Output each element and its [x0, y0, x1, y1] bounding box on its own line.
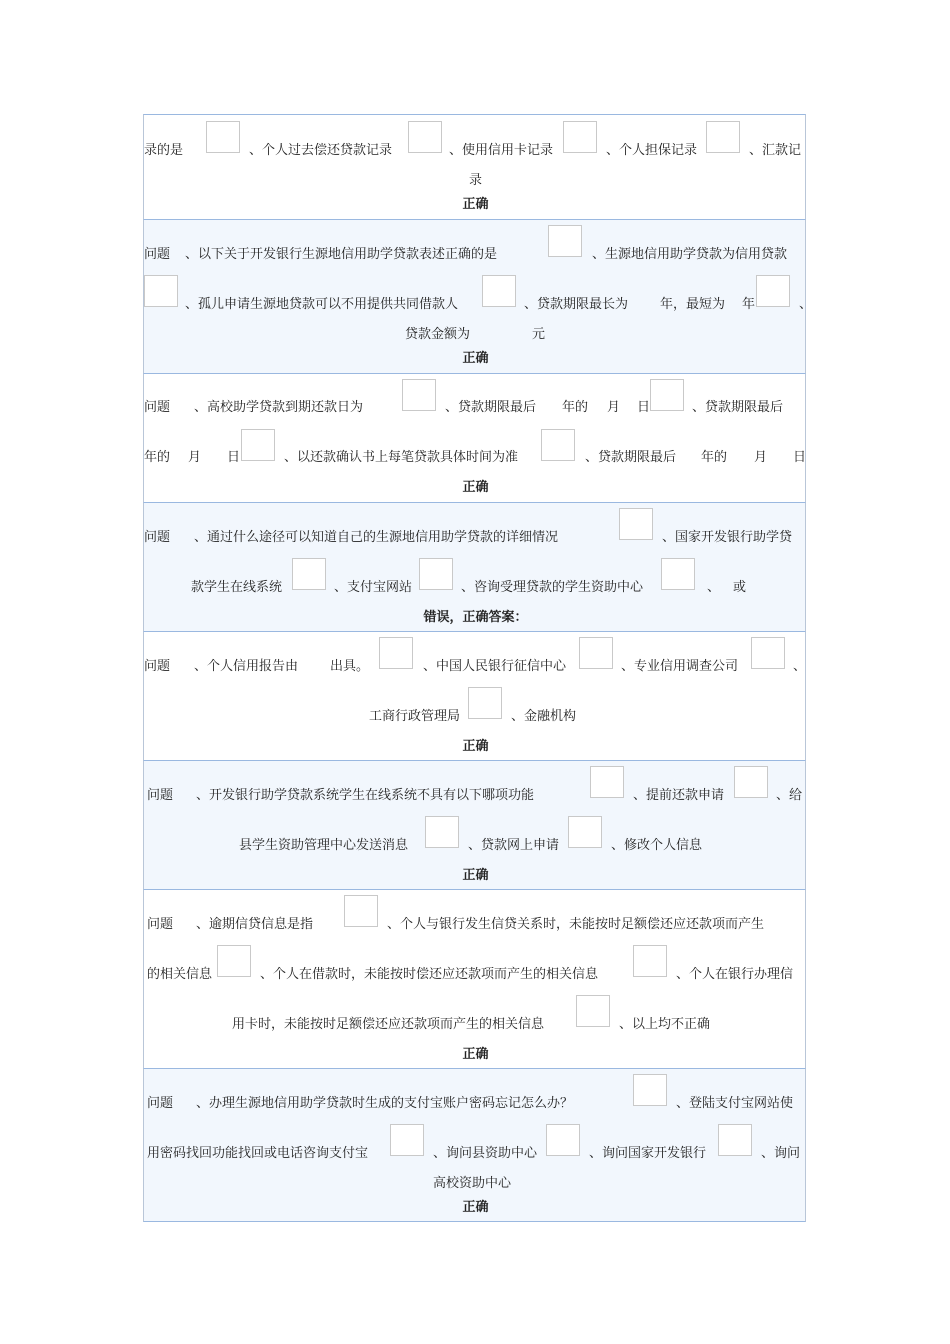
option-text: 、生源地信用助学贷款为信用贷款: [592, 247, 788, 262]
question-text: 、通过什么途径可以知道自己的生源地信用助学贷款的详细情况: [194, 530, 559, 545]
option-text: 、咨询受理贷款的学生资助中心: [461, 580, 644, 595]
question-label: 问题: [147, 1096, 174, 1111]
option-text: 、登陆支付宝网站使: [676, 1096, 794, 1111]
option-text: 、个人在银行办理信: [676, 967, 794, 982]
result-label: 正确: [462, 197, 489, 212]
question-block: [143, 1068, 806, 1222]
question-text: 、以下关于开发银行生源地信用助学贷款表述正确的是: [185, 247, 498, 262]
question-text: 、办理生源地信用助学贷款时生成的支付宝账户密码忘记怎么办？: [196, 1096, 574, 1111]
answer-checkbox[interactable]: [548, 225, 582, 257]
answer-checkbox[interactable]: [546, 1124, 580, 1156]
option-text: 、个人担保记录: [606, 143, 698, 158]
answer-checkbox[interactable]: [206, 121, 240, 153]
option-text: 、专业信用调查公司: [621, 659, 739, 674]
answer-checkbox[interactable]: [756, 275, 790, 307]
option-text: 录: [469, 173, 483, 188]
option-text: 日: [227, 450, 241, 465]
question-label: 问题: [147, 917, 174, 932]
answer-checkbox[interactable]: [402, 379, 436, 411]
answer-checkbox[interactable]: [379, 637, 413, 669]
option-text: 日: [637, 400, 651, 415]
answer-checkbox[interactable]: [706, 121, 740, 153]
option-text: 年的: [144, 450, 171, 465]
result-label: 正确: [462, 480, 489, 495]
question-label: 问题: [144, 247, 171, 262]
option-text: 、询问县资助中心: [433, 1146, 538, 1161]
answer-checkbox[interactable]: [217, 945, 251, 977]
answer-checkbox[interactable]: [579, 637, 613, 669]
answer-checkbox[interactable]: [734, 766, 768, 798]
option-text: 用卡时，未能按时足额偿还应还款项而产生的相关信息: [232, 1017, 545, 1032]
option-text: 、汇款记: [749, 143, 802, 158]
question-text: 出具。: [330, 659, 370, 674]
question-label: 问题: [144, 530, 171, 545]
answer-checkbox[interactable]: [390, 1124, 424, 1156]
result-label: 正确: [462, 739, 489, 754]
option-text: 、个人在借款时，未能按时偿还应还款项而产生的相关信息: [260, 967, 599, 982]
option-text: 用密码找回功能找回或电话咨询支付宝: [147, 1146, 369, 1161]
option-text: 工商行政管理局: [369, 709, 461, 724]
question-text: 、逾期信贷信息是指: [196, 917, 314, 932]
option-text: 、个人过去偿还贷款记录: [249, 143, 393, 158]
option-text: 、使用信用卡记录: [449, 143, 554, 158]
question-text: 录的是: [144, 143, 184, 158]
answer-checkbox[interactable]: [718, 1124, 752, 1156]
question-label: 问题: [144, 400, 171, 415]
option-text: 、个人与银行发生信贷关系时，未能按时足额偿还应还款项而产生: [387, 917, 765, 932]
option-text: 、贷款期限最长为: [524, 297, 629, 312]
answer-checkbox[interactable]: [482, 275, 516, 307]
answer-checkbox[interactable]: [576, 995, 610, 1027]
question-block: [143, 219, 813, 373]
option-text: 年: [742, 297, 756, 312]
option-text: 、贷款网上申请: [468, 838, 560, 853]
answer-checkbox[interactable]: [541, 429, 575, 461]
option-text: 年，最短为: [660, 297, 726, 312]
result-label: 错误，正确答案：: [423, 610, 528, 625]
option-text: 、中国人民银行征信中心: [423, 659, 567, 674]
option-text: 、: [707, 580, 721, 595]
answer-checkbox[interactable]: [241, 429, 275, 461]
answer-checkbox[interactable]: [650, 379, 684, 411]
option-text: 、支付宝网站: [334, 580, 413, 595]
option-text: 、以还款确认书上每笔贷款具体时间为准: [284, 450, 519, 465]
option-text: 、国家开发银行助学贷: [662, 530, 793, 545]
option-text: 、: [799, 297, 813, 312]
answer-checkbox[interactable]: [568, 816, 602, 848]
answer-checkbox[interactable]: [425, 816, 459, 848]
answer-checkbox[interactable]: [419, 558, 453, 590]
question-block: [143, 373, 806, 502]
answer-checkbox[interactable]: [751, 637, 785, 669]
answer-checkbox[interactable]: [563, 121, 597, 153]
question-label: 问题: [147, 788, 174, 803]
option-text: 、金融机构: [511, 709, 577, 724]
option-text: 月: [754, 450, 768, 465]
question-block: [143, 760, 806, 889]
answer-checkbox[interactable]: [408, 121, 442, 153]
option-text: 日: [793, 450, 807, 465]
question-text: 、个人信用报告由: [194, 659, 299, 674]
option-text: 、贷款期限最后: [692, 400, 784, 415]
option-text: 、以上均不正确: [619, 1017, 711, 1032]
option-text: 县学生资助管理中心发送消息: [239, 838, 409, 853]
option-text: 、贷款期限最后: [445, 400, 537, 415]
question-block: [143, 114, 806, 219]
option-text: 、给: [776, 788, 803, 803]
option-text: 、询问国家开发银行: [589, 1146, 707, 1161]
question-block: [143, 631, 806, 760]
option-text: 年的: [562, 400, 589, 415]
answer-checkbox[interactable]: [468, 687, 502, 719]
answer-checkbox[interactable]: [292, 558, 326, 590]
answer-checkbox[interactable]: [619, 508, 653, 540]
result-label: 正确: [462, 1047, 489, 1062]
option-text: 、孤儿申请生源地贷款可以不用提供共同借款人: [185, 297, 459, 312]
result-label: 正确: [462, 1200, 489, 1215]
option-text: 、: [793, 659, 807, 674]
option-text: 款学生在线系统: [191, 580, 283, 595]
option-text: 月: [188, 450, 202, 465]
option-text: 元: [532, 327, 546, 342]
option-text: 或: [733, 580, 747, 595]
option-text: 年的: [701, 450, 728, 465]
answer-checkbox[interactable]: [344, 895, 378, 927]
question-text: 、高校助学贷款到期还款日为: [194, 400, 364, 415]
question-block: [143, 502, 806, 631]
option-text: 高校资助中心: [433, 1176, 512, 1191]
answer-checkbox[interactable]: [633, 945, 667, 977]
answer-checkbox[interactable]: [633, 1074, 667, 1106]
answer-checkbox[interactable]: [590, 766, 624, 798]
question-block: [143, 889, 806, 1068]
option-text: 、询问: [761, 1146, 801, 1161]
result-label: 正确: [462, 868, 489, 883]
option-text: 、贷款期限最后: [585, 450, 677, 465]
option-text: 贷款金额为: [405, 327, 471, 342]
option-text: 的相关信息: [147, 967, 213, 982]
answer-checkbox[interactable]: [144, 275, 178, 307]
question-text: 、开发银行助学贷款系统学生在线系统不具有以下哪项功能: [196, 788, 535, 803]
answer-checkbox[interactable]: [661, 558, 695, 590]
question-label: 问题: [144, 659, 171, 674]
option-text: 、修改个人信息: [611, 838, 703, 853]
option-text: 月: [607, 400, 621, 415]
result-label: 正确: [462, 351, 489, 366]
option-text: 、提前还款申请: [633, 788, 725, 803]
